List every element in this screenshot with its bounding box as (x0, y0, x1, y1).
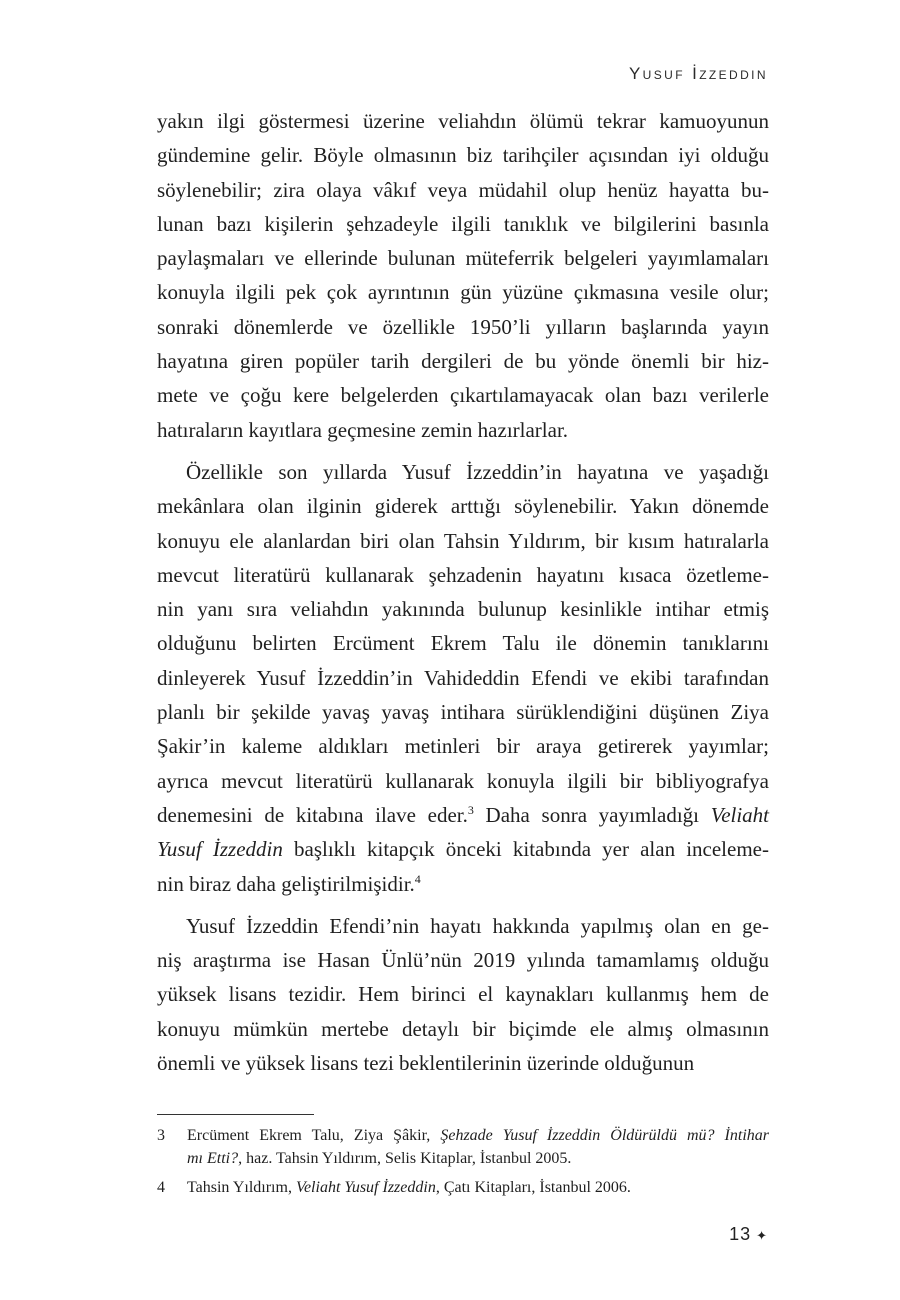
italic-text: Şehzade Yusuf İzzeddin Öldürüldü mü? İntihar (440, 1127, 770, 1144)
running-head: Yusuf İzzeddin (628, 64, 768, 83)
page-number: 13 (729, 1224, 752, 1244)
text-run: Ercüment Ekrem Talu, Ziya Şâkir, (187, 1127, 441, 1144)
text-run: nin yanı sıra veliahdın yakınında bulunup kesinlikle intihar etmiş (157, 597, 769, 622)
text-line (157, 1012, 769, 1046)
text-line (157, 592, 769, 626)
text-line (157, 558, 769, 592)
italic-text: Yusuf İzzeddin (157, 837, 283, 862)
text-run: planlı bir şekilde yavaş yavaş intihara sürüklendiğini düşünen Ziya (157, 700, 769, 725)
footnote (157, 1124, 769, 1170)
footnote-number: 3 (157, 1127, 165, 1144)
text-run: Daha sonra yayımladığı (473, 802, 711, 827)
text-run: başlıklı kitapçık önceki kitabında yer alan inceleme- (282, 837, 769, 862)
text-run: ayrıca mevcut literatürü kullanarak konuyla ilgili bir bibliyografya (157, 768, 769, 793)
paragraph (157, 909, 769, 1080)
text-run: Yusuf İzzeddin Efendi’nin hayatı hakkında yapılmış olan en ge- (186, 913, 769, 938)
text-run: lunan bazı kişilerin şehzadeyle ilgili tanıklık ve bilgilerini basınla (157, 211, 769, 236)
paragraph (157, 104, 769, 447)
text-line (157, 455, 769, 489)
text-run: hatıraların kayıtlara geçmesine zemin hazırlarlar. (157, 417, 569, 442)
text-run: sonraki dönemlerde ve özellikle 1950’li yılların başlarında yayın (157, 314, 769, 339)
text-run: , haz. Tahsin Yıldırım, Selis Kitaplar, İstanbul 2005. (238, 1150, 572, 1167)
text-line (157, 489, 769, 523)
text-line (157, 867, 769, 901)
text-run: mekânlara olan ilginin giderek arttığı söylenebilir. Yakın dönemde (157, 494, 769, 519)
footnote (157, 1176, 769, 1199)
text-run: konuyu ele alanlardan biri olan Tahsin Yıldırım, bir kısım hatıralarla (157, 528, 769, 553)
body-text (157, 104, 769, 1080)
text-line (157, 977, 769, 1011)
footnote-text (187, 1124, 769, 1170)
text-run: dinleyerek Yusuf İzzeddin’in Vahideddin Efendi ve ekibi tarafından (157, 665, 769, 690)
text-run: Tahsin Yıldırım, (187, 1179, 296, 1196)
text-run: , Çatı Kitapları, İstanbul 2006. (435, 1179, 631, 1196)
paragraph (157, 455, 769, 901)
text-line (157, 310, 769, 344)
text-line (157, 832, 769, 866)
text-line (157, 695, 769, 729)
footnote-number: 4 (157, 1179, 165, 1196)
text-run: niş araştırma ise Hasan Ünlü’nün 2019 yılında tamamlamış olduğu (157, 948, 769, 973)
text-run: mevcut literatürü kullanarak şehzadenin hayatını kısaca özetleme- (157, 562, 769, 587)
text-run: söylenebilir; zira olaya vâkıf veya müdahil olup henüz hayatta bu- (157, 177, 769, 202)
text-run: konuyu mümkün mertebe detaylı bir biçimde ele almış olmasının (157, 1016, 769, 1041)
text-line (157, 378, 769, 412)
text-line (157, 207, 769, 241)
text-run: hayatına giren popüler tarih dergileri de bu yönde önemli bir hiz- (157, 349, 769, 374)
footnote-reference: 3 (467, 802, 474, 817)
text-line (157, 729, 769, 763)
page-footer (729, 1224, 768, 1245)
text-run: paylaşmaları ve ellerinde bulunan müteferrik belgeleri yayımlamaları (157, 246, 769, 271)
text-run: Şakir’in kaleme aldıkları metinleri bir araya getirerek yayımlar; (157, 734, 769, 759)
four-point-star-icon: ✦ (756, 1228, 768, 1243)
footnote-reference: 4 (414, 871, 421, 886)
footnote-line (187, 1147, 769, 1170)
text-line (157, 909, 769, 943)
text-line (157, 104, 769, 138)
text-line (157, 275, 769, 309)
text-line (157, 626, 769, 660)
text-run: Özellikle son yıllarda Yusuf İzzeddin’in hayatına ve yaşadığı (186, 459, 769, 484)
text-run: denemesini de kitabına ilave eder. (157, 802, 468, 827)
text-line (157, 413, 769, 447)
text-run: yüksek lisans tezidir. Hem birinci el kaynakları kullanmış hem de (157, 982, 769, 1007)
footnote-line (187, 1124, 769, 1147)
text-line (157, 1046, 769, 1080)
footnote-line (187, 1176, 769, 1199)
text-line (157, 764, 769, 798)
text-line (157, 798, 769, 832)
footnotes (157, 1124, 769, 1205)
text-run: önemli ve yüksek lisans tezi beklentilerinin üzerinde olduğunun (157, 1051, 695, 1076)
text-run: nin biraz daha geliştirilmişidir. (157, 871, 415, 896)
italic-text: mı Etti? (187, 1150, 239, 1167)
footnote-text (187, 1176, 769, 1199)
text-run: mete ve çoğu kere belgelerden çıkartılamayacak olan bazı verilerle (157, 383, 769, 408)
text-line (157, 138, 769, 172)
text-line (157, 173, 769, 207)
text-line (157, 524, 769, 558)
text-run: yakın ilgi göstermesi üzerine veliahdın ölümü tekrar kamuoyunun (157, 109, 769, 133)
italic-text: Veliaht (710, 802, 770, 827)
text-line (157, 661, 769, 695)
footnote-divider (157, 1114, 314, 1115)
italic-text: Veliaht Yusuf İzzeddin (295, 1179, 436, 1196)
text-line (157, 344, 769, 378)
text-run: gündemine gelir. Böyle olmasının biz tarihçiler açısından iyi olduğu (157, 143, 769, 168)
text-run: olduğunu belirten Ercüment Ekrem Talu ile dönemin tanıklarını (157, 631, 769, 656)
text-line (157, 241, 769, 275)
text-run: konuyla ilgili pek çok ayrıntının gün yüzüne çıkmasına vesile olur; (157, 280, 769, 305)
text-line (157, 943, 769, 977)
